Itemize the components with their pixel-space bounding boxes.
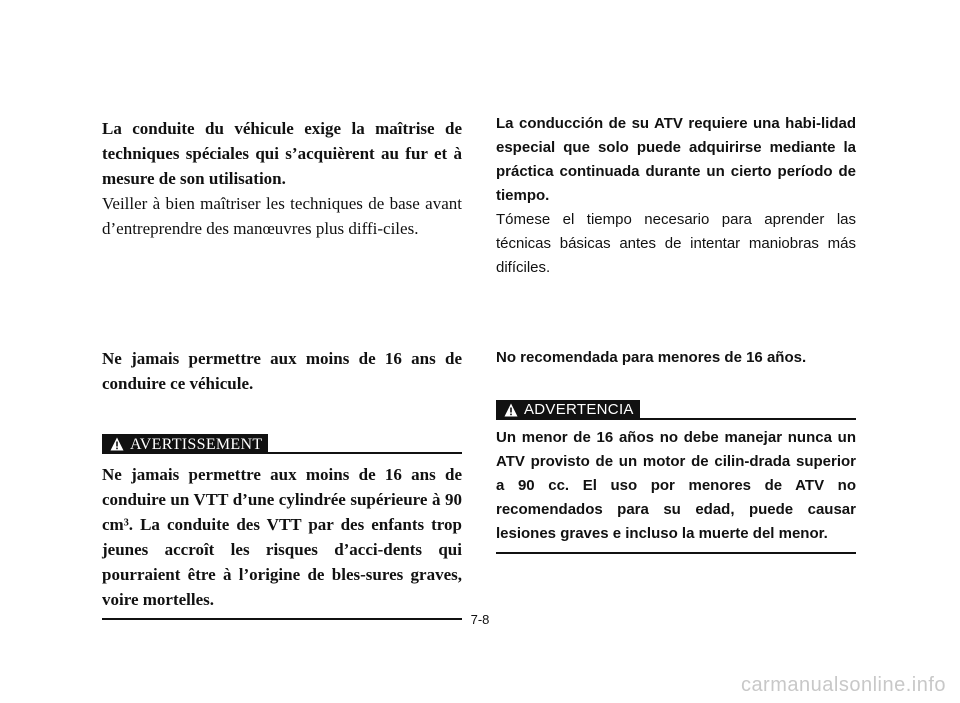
spanish-intro-text: Tómese el tiempo necesario para aprender las técnicas básicas antes de intentar maniobras más difíciles. — [496, 211, 856, 276]
spanish-column — [496, 112, 856, 280]
spanish-age-notice: No recomendada para menores de 16 años. — [496, 349, 807, 366]
spanish-warning-end-rule — [496, 552, 856, 554]
spanish-warning-label: ADVERTENCIA — [524, 401, 634, 418]
french-age-notice: Ne jamais permettre aux moins de 16 ans de conduire ce véhicule. — [102, 349, 462, 393]
warning-triangle-icon — [110, 437, 124, 451]
french-column — [102, 116, 462, 241]
spanish-warning-header — [496, 398, 856, 420]
french-warning-label: AVERTISSEMENT — [130, 435, 263, 453]
watermark: carmanualsonline.info — [740, 674, 946, 696]
french-warning-badge — [102, 434, 268, 454]
page-number: 7-8 — [470, 612, 490, 627]
french-intro-bold: La conduite du véhicule exige la maîtrise de techniques spéciales qui s’acquièrent au fur et à mesure de son utilisation. — [102, 119, 462, 188]
french-warning-text: Ne jamais permettre aux moins de 16 ans de conduire un VTT d’une cylindrée supérieure à 90 cm³. La conduite des VTT par des enfants trop jeunes accroît les risques d’acci-dents qui pourraient être à l’origine de bles-sures graves, voire mortelles. — [102, 465, 462, 609]
spanish-warning-badge — [496, 400, 640, 420]
french-age-section — [102, 346, 462, 620]
french-warning-header — [102, 432, 462, 454]
french-intro-text: Veiller à bien maîtriser les techniques de base avant d’entreprendre des manœuvres plus diffi-ciles. — [102, 194, 462, 238]
spanish-warning-text: Un menor de 16 años no debe manejar nunca un ATV provisto de un motor de cilin-drada superior a 90 cc. El uso por menores de ATV no recomendados para su edad, puede causar lesiones graves e incluso la muerte del menor. — [496, 429, 856, 542]
spanish-intro-bold: La conducción de su ATV requiere una habi-lidad especial que solo puede adquirirse mediante la práctica continuada durante un cierto período de tiempo. — [496, 115, 856, 204]
spanish-age-section — [496, 346, 856, 554]
warning-triangle-icon — [504, 403, 518, 417]
